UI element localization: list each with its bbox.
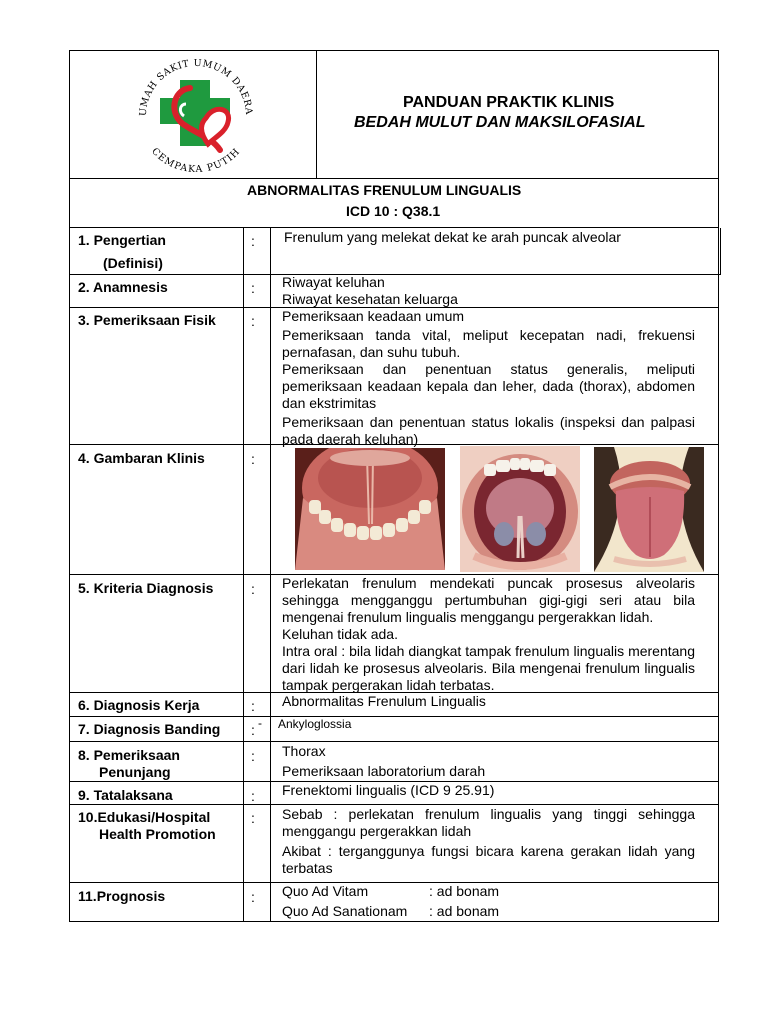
anamnesis-text — [282, 274, 458, 308]
kriteria-diagnosis-text — [282, 575, 695, 694]
fisik-paragraph: Pemeriksaan dan penentuan status lokalis (inspeksi dan palpasi pada daerah keluhan) — [282, 414, 695, 447]
penunjang-text — [282, 743, 485, 780]
logo-bottom-text: CEMPAKA PUTIH — [149, 145, 243, 172]
colon: : — [251, 280, 255, 296]
table-right-inner-border — [720, 228, 721, 274]
fisik-paragraph: Pemeriksaan tanda vital, meliput kecepatan nadi, frekuensi pernafasan, dan suhu tubuh. — [282, 327, 695, 360]
row-label-anamnesis: 2. Anamnesis — [78, 279, 168, 295]
hospital-logo — [128, 54, 264, 172]
prognosis-vitam-key: Quo Ad Vitam — [282, 883, 369, 899]
pengertian-text: Frenulum yang melekat dekat ke arah puncak alveolar — [284, 229, 621, 245]
colon: : — [251, 581, 255, 597]
colon: : — [251, 722, 255, 738]
row-label-kriteria-diagnosis: 5. Kriteria Diagnosis — [78, 580, 214, 596]
document-title: ABNORMALITAS FRENULUM LINGUALIS — [247, 182, 522, 198]
row-label-pemeriksaan: 8. Pemeriksaan — [78, 747, 180, 763]
pemeriksaan-fisik-text — [282, 308, 695, 448]
prognosis-sanationam-value: : ad bonam — [429, 903, 500, 919]
row-divider — [69, 804, 719, 805]
table-right-border — [718, 228, 719, 922]
row-label-tatalaksana: 9. Tatalaksana — [78, 787, 173, 803]
kriteria-paragraph: Keluhan tidak ada. — [282, 626, 398, 642]
table-bottom-border — [69, 921, 719, 922]
row-label-gambaran-klinis: 4. Gambaran Klinis — [78, 450, 205, 466]
colon: : — [251, 698, 255, 714]
edukasi-text — [282, 806, 695, 877]
kriteria-paragraph: Intra oral : bila lidah diangkat tampak frenulum lingualis merentang dari lidah ke prosesus alveolaris. Bila mengenai frenulum lingualis tampak pergerakan lidah terbatas. — [282, 643, 695, 693]
mouth-photo-frenulum-2 — [460, 446, 580, 572]
prognosis-sanationam-key: Quo Ad Sanationam — [282, 903, 408, 919]
row-divider — [69, 716, 719, 717]
row-label-edukasi: 10.Edukasi/Hospital — [78, 809, 211, 825]
tatalaksana-text: Frenektomi lingualis (ICD 9 25.91) — [282, 782, 495, 798]
anamnesis-line: Riwayat kesehatan keluarga — [282, 291, 458, 307]
row-label-diagnosis-banding: 7. Diagnosis Banding — [78, 721, 221, 737]
diagnosis-kerja-text: Abnormalitas Frenulum Lingualis — [282, 693, 486, 709]
colon: : — [251, 810, 255, 826]
edukasi-paragraph: Akibat : terganggunya fungsi bicara karena gerakan lidah yang terbatas — [282, 843, 695, 876]
colon: : — [251, 748, 255, 764]
edukasi-paragraph: Sebab : perlekatan frenulum lingualis yang tinggi sehingga menggangu pergerakkan lidah — [282, 806, 695, 839]
page-subtitle: BEDAH MULUT DAN MAKSILOFASIAL — [354, 114, 646, 131]
logo-arc-text: UMAH SAKIT UMUM DAERA — [137, 57, 255, 117]
row-label-diagnosis-kerja: 6. Diagnosis Kerja — [78, 697, 200, 713]
colon: : — [251, 451, 255, 467]
colon-column-divider — [270, 228, 271, 922]
svg-text:CEMPAKA PUTIH — [149, 146, 243, 172]
table-left-border — [69, 228, 70, 922]
row-divider — [69, 741, 719, 742]
page-title: PANDUAN PRAKTIK KLINIS — [403, 94, 615, 111]
icd-code: ICD 10 : Q38.1 — [346, 203, 441, 219]
kriteria-paragraph: Perlekatan frenulum mendekati puncak prosesus alveolaris sehingga mengganggu pertumbuhan gigi-gigi seri atau bila mengenai frenulum lingualis menggangu pergerakkan lidah. — [282, 575, 695, 625]
colon: : — [251, 313, 255, 329]
colon: : — [251, 889, 255, 905]
penunjang-line: Thorax — [282, 743, 326, 759]
row-label-pengertian: 1. Pengertian — [78, 232, 166, 248]
row-label-pemeriksaan-fisik: 3. Pemeriksaan Fisik — [78, 312, 216, 328]
row-label-definisi: (Definisi) — [103, 255, 163, 271]
header-divider — [316, 50, 317, 179]
diagnosis-banding-text: Ankyloglossia — [278, 717, 352, 731]
fisik-paragraph: Pemeriksaan dan penentuan status generalis, meliputi pemeriksaan keadaan kepala dan leher, dada (thorax), abdomen dan ekstrimitas — [282, 361, 695, 411]
diagnosis-banding-dash: - — [258, 716, 262, 730]
anamnesis-line: Riwayat keluhan — [282, 274, 385, 290]
row-label-penunjang: Penunjang — [99, 764, 171, 780]
colon: : — [251, 788, 255, 804]
colon: : — [251, 233, 255, 249]
row-label-prognosis: 11.Prognosis — [78, 888, 166, 904]
mouth-photo-frenulum-1 — [295, 448, 445, 570]
mouth-photo-tongue — [594, 447, 704, 572]
row-label-health-promotion: Health Promotion — [99, 826, 216, 842]
penunjang-line: Pemeriksaan laboratorium darah — [282, 763, 486, 779]
label-column-divider — [243, 228, 244, 922]
prognosis-vitam-value: : ad bonam — [429, 883, 500, 899]
fisik-paragraph: Pemeriksaan keadaan umum — [282, 308, 465, 324]
row-divider — [69, 882, 719, 883]
